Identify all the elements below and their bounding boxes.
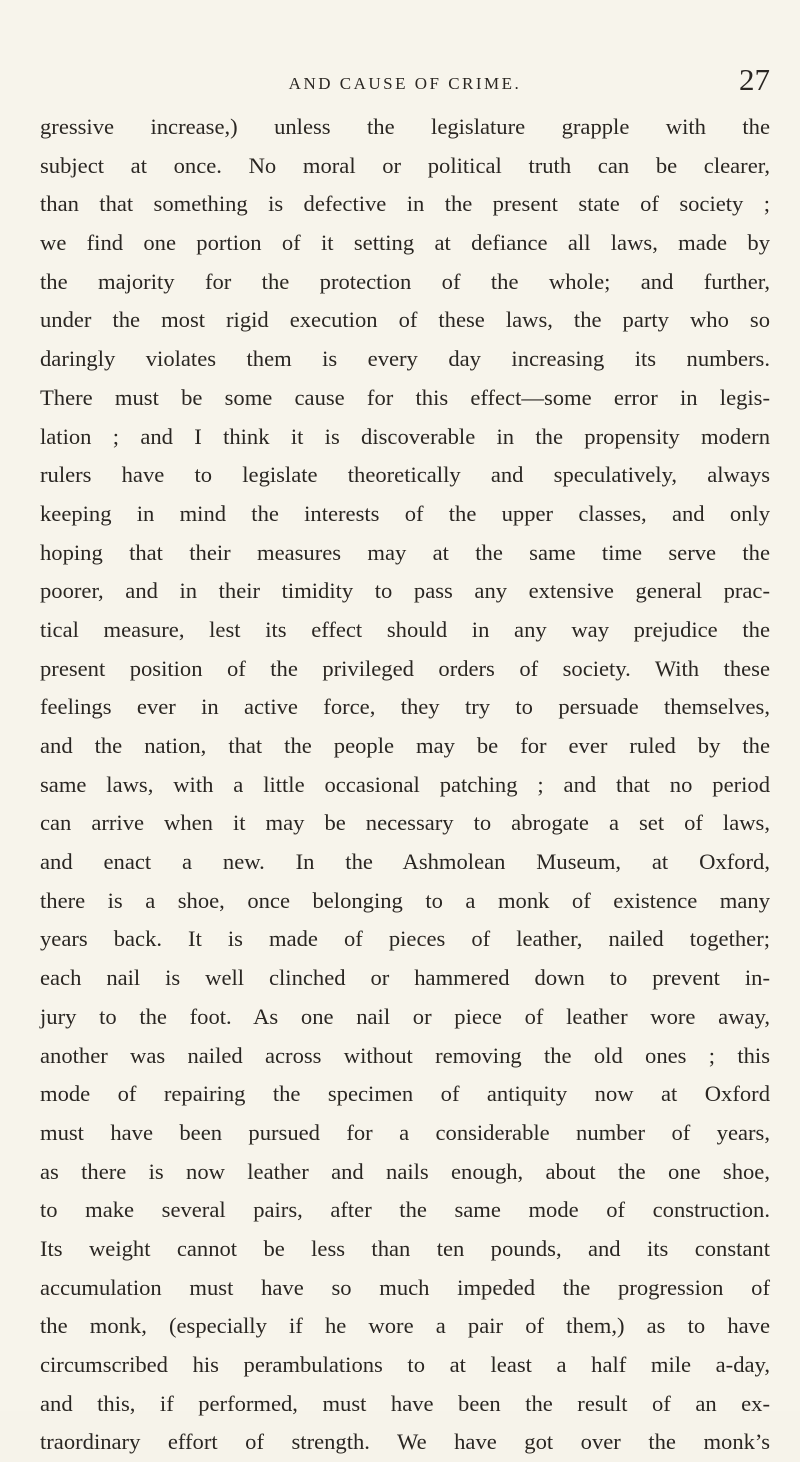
page-number: 27 xyxy=(739,62,770,97)
text-line: circumscribed his perambulations to at least a half mile a-day, xyxy=(40,1352,770,1377)
text-line: keeping in mind the interests of the upper classes, and only xyxy=(40,500,770,526)
text-line: feelings ever in active force, they try to persuade themselves, xyxy=(40,694,770,720)
text-line: under the most rigid execution of these laws, the party who so xyxy=(40,307,770,333)
text-line: poorer, and in their timidity to pass any extensive general prac- xyxy=(40,578,770,604)
text-line: years back. It is made of pieces of leather, nailed together; xyxy=(40,926,770,952)
text-line: to make several pairs, after the same mode of construction. xyxy=(40,1197,770,1223)
text-line: accumulation must have so much impeded the progression of xyxy=(40,1274,770,1300)
text-line: another was nailed across without removing the old ones ; this xyxy=(40,1042,770,1068)
text-line: the majority for the protection of the whole; and further, xyxy=(40,268,770,294)
body-text xyxy=(40,108,770,1462)
text-line: There must be some cause for this effect—some error in legis- xyxy=(40,384,770,410)
text-line: must have been pursued for a considerable number of years, xyxy=(40,1119,770,1145)
text-line: and the nation, that the people may be for ever ruled by the xyxy=(40,733,770,758)
text-line: than that something is defective in the present state of society ; xyxy=(40,191,770,217)
text-line: daringly violates them is every day increasing its numbers. xyxy=(40,346,770,372)
text-line: there is a shoe, once belonging to a monk of existence many xyxy=(40,887,770,913)
text-line: each nail is well clinched or hammered down to prevent in- xyxy=(40,965,770,991)
text-line: as there is now leather and nails enough, about the one shoe, xyxy=(40,1158,770,1184)
text-line: jury to the foot. As one nail or piece of leather wore away, xyxy=(40,1003,770,1029)
text-line: the monk, (especially if he wore a pair of them,) as to have xyxy=(40,1313,770,1339)
text-line: lation ; and I think it is discoverable in the propensity modern xyxy=(40,423,770,449)
text-line: mode of repairing the specimen of antiquity now at Oxford xyxy=(40,1081,770,1107)
running-head xyxy=(40,62,770,102)
text-line: Its weight cannot be less than ten pounds, and its constant xyxy=(40,1235,770,1261)
text-line: subject at once. No moral or political truth can be clearer, xyxy=(40,152,770,178)
text-line: we find one portion of it setting at defiance all laws, made by xyxy=(40,230,770,256)
text-line: gressive increase,) unless the legislature grapple with the xyxy=(40,114,770,139)
text-line: present position of the privileged orders of society. With these xyxy=(40,655,770,681)
text-line: rulers have to legislate theoretically and speculatively, always xyxy=(40,462,770,488)
text-line: and enact a new. In the Ashmolean Museum, at Oxford, xyxy=(40,849,770,875)
text-line: same laws, with a little occasional patching ; and that no period xyxy=(40,771,770,797)
text-line: hoping that their measures may at the same time serve the xyxy=(40,539,770,565)
text-line: can arrive when it may be necessary to abrogate a set of laws, xyxy=(40,810,770,836)
text-line: tical measure, lest its effect should in any way prejudice the xyxy=(40,616,770,642)
running-title: AND CAUSE OF CRIME. xyxy=(288,74,522,93)
text-line: traordinary effort of strength. We have got over the monk’s xyxy=(40,1429,770,1455)
text-line: and this, if performed, must have been the result of an ex- xyxy=(40,1390,770,1416)
